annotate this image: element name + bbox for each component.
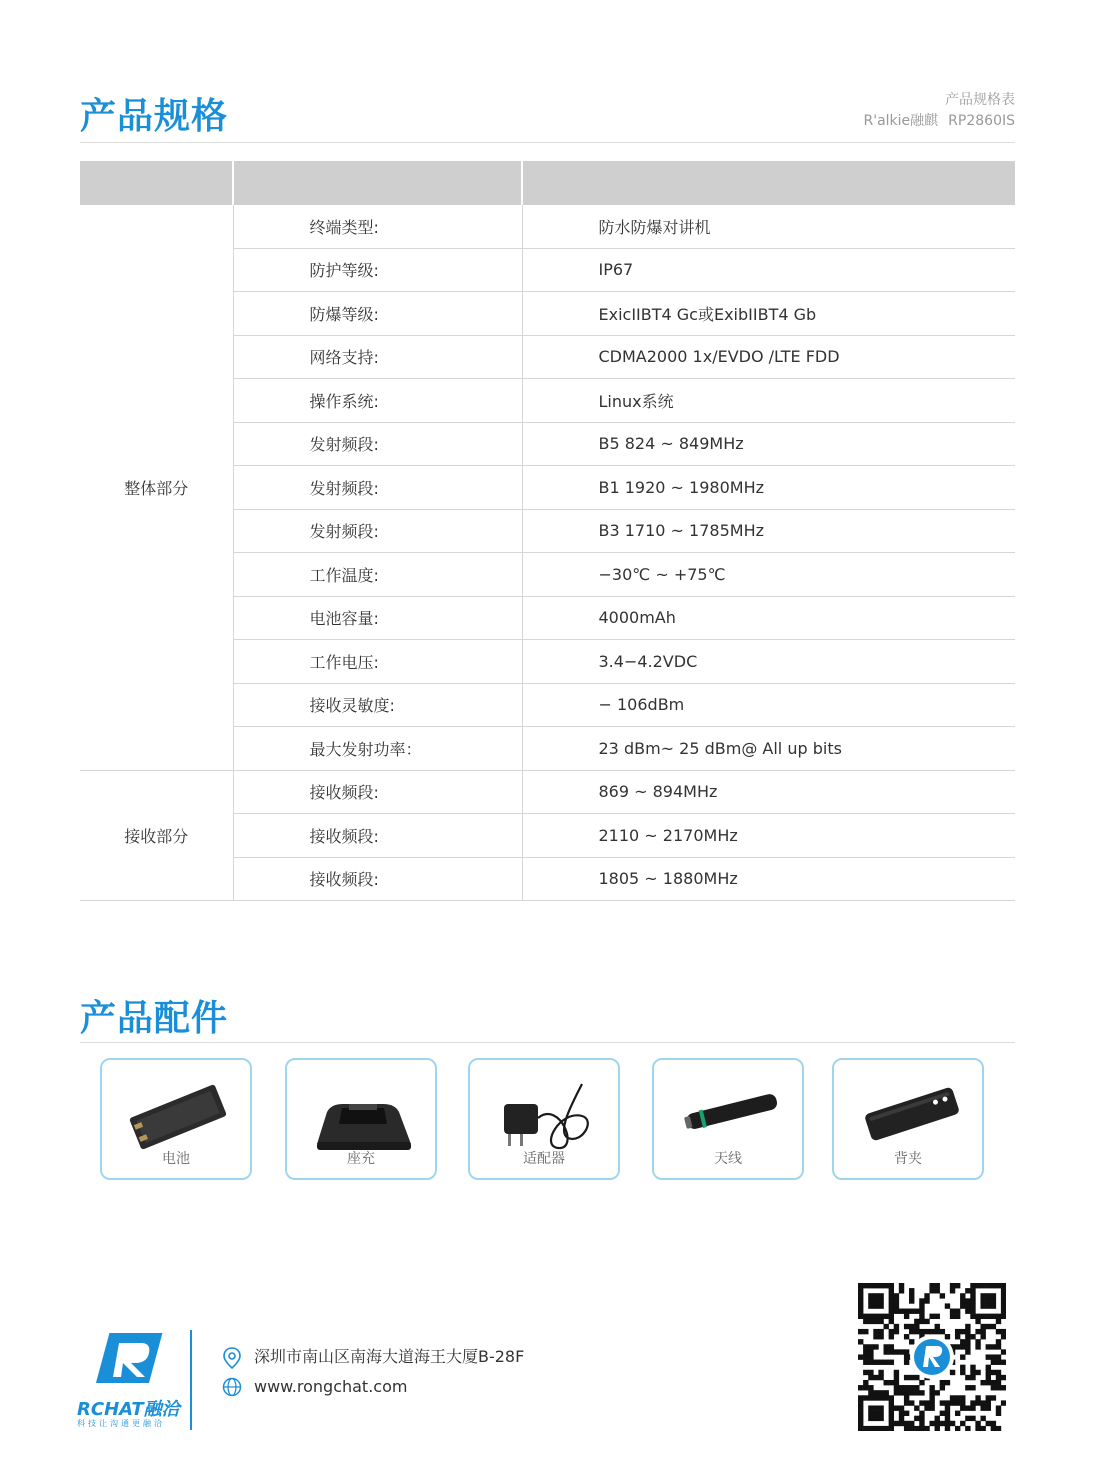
title-divider — [80, 142, 1015, 143]
brand-name: R'alkie融麒 — [863, 113, 939, 129]
website-link[interactable]: www.rongchat.com — [254, 1377, 408, 1396]
accessory-card-belt-clip — [832, 1058, 984, 1180]
spec-value: 1805 ~ 1880MHz — [522, 857, 1015, 901]
spec-value: −30℃ ~ +75℃ — [522, 553, 1015, 597]
model-number: RP2860IS — [948, 113, 1015, 129]
accessory-name: 背夹 — [894, 1151, 922, 1167]
spec-label: 最大发射功率： — [233, 727, 522, 771]
group-name: 整体部分 — [80, 205, 233, 770]
spec-label: 接收频段: — [233, 857, 522, 901]
logo-text: RCHAT — [77, 1399, 144, 1420]
spec-label: 接收频段: — [233, 814, 522, 858]
spec-value: IP67 — [522, 248, 1015, 292]
spec-label: 工作温度: — [233, 553, 522, 597]
accessory-name: 座充 — [347, 1151, 375, 1167]
spec-value: 23 dBm~ 25 dBm@ All up bits — [522, 727, 1015, 771]
spec-label: 防爆等级: — [233, 292, 522, 336]
spec-label: 防护等级: — [233, 248, 522, 292]
accessory-card-adapter — [468, 1058, 620, 1180]
spec-value: 869 ~ 894MHz — [522, 770, 1015, 814]
spec-value: Linux系统 — [522, 379, 1015, 423]
accessory-card-charger — [285, 1058, 437, 1180]
spec-label: 电池容量: — [233, 596, 522, 640]
spec-value: 防水防爆对讲机 — [522, 205, 1015, 248]
doc-meta — [864, 90, 1015, 132]
table-row — [80, 770, 1015, 814]
location-pin-icon — [222, 1347, 242, 1369]
accessory-name: 电池 — [162, 1151, 190, 1167]
footer-divider — [190, 1330, 192, 1430]
qr-code-icon — [858, 1283, 1006, 1431]
spec-label: 发射频段: — [233, 509, 522, 553]
spec-label: 终端类型: — [233, 205, 522, 248]
spec-value: B1 1920 ~ 1980MHz — [522, 466, 1015, 510]
spec-value: CDMA2000 1x/EVDO /LTE FDD — [522, 335, 1015, 379]
spec-value: B3 1710 ~ 1785MHz — [522, 509, 1015, 553]
accessories-divider — [80, 1042, 1015, 1043]
spec-table — [80, 161, 1015, 901]
accessory-card-antenna — [652, 1058, 804, 1180]
spec-label: 接收灵敏度: — [233, 683, 522, 727]
company-logo — [75, 1325, 185, 1435]
spec-label: 操作系统: — [233, 379, 522, 423]
doc-type: 产品规格表 — [945, 92, 1015, 108]
group-name: 接收部分 — [80, 770, 233, 901]
page-title: 产品规格 — [80, 96, 229, 137]
accessory-name: 适配器 — [523, 1151, 565, 1167]
accessory-name: 天线 — [714, 1151, 742, 1167]
spec-value: 2110 ~ 2170MHz — [522, 814, 1015, 858]
spec-label: 网络支持: — [233, 335, 522, 379]
spec-value: − 106dBm — [522, 683, 1015, 727]
globe-icon — [222, 1377, 242, 1397]
spec-value: B5 824 ~ 849MHz — [522, 422, 1015, 466]
spec-label: 发射频段: — [233, 422, 522, 466]
table-row — [80, 205, 1015, 248]
spec-label: 发射频段: — [233, 466, 522, 510]
table-header-row — [80, 161, 1015, 205]
spec-label: 接收频段: — [233, 770, 522, 814]
spec-value: ExicIIBT4 Gc或ExibIIBT4 Gb — [522, 292, 1015, 336]
logo-slogan: 科技让沟通更融洽 — [77, 1419, 165, 1428]
logo-cn: 融洽 — [143, 1399, 180, 1420]
spec-label: 工作电压: — [233, 640, 522, 684]
accessories-title: 产品配件 — [80, 998, 229, 1039]
spec-value: 3.4−4.2VDC — [522, 640, 1015, 684]
spec-value: 4000mAh — [522, 596, 1015, 640]
accessory-card-battery — [100, 1058, 252, 1180]
address-text: 深圳市南山区南海大道海王大厦B-28F — [254, 1347, 525, 1366]
